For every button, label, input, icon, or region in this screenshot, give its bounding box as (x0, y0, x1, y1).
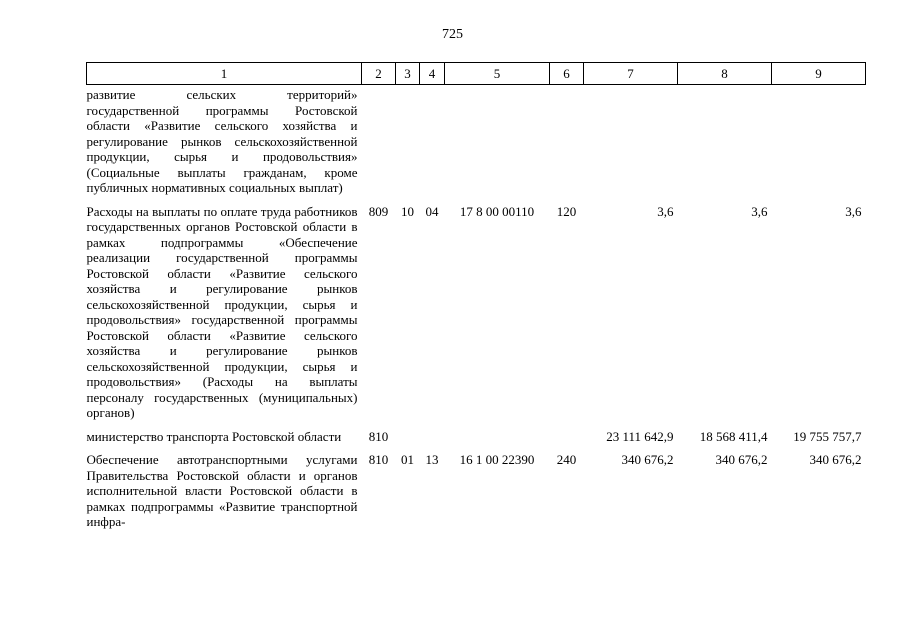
header-col-3: 3 (396, 63, 420, 85)
cell-target-article (445, 421, 550, 445)
header-col-1: 1 (87, 63, 362, 85)
header-col-5: 5 (445, 63, 550, 85)
cell-amount-9: 19 755 757,7 (793, 428, 862, 444)
cell-amount-7: 3,6 (657, 203, 674, 219)
cell-amount-7 (584, 85, 678, 196)
cell-section (396, 85, 420, 196)
cell-ministry-code: 810 (368, 428, 389, 444)
cell-target-article: 16 1 00 22390 (459, 452, 535, 467)
cell-section: 01 (401, 452, 414, 467)
header-col-7: 7 (584, 63, 678, 85)
table-header (87, 63, 866, 85)
cell-expense-type (550, 421, 584, 445)
cell-subsection (420, 421, 445, 445)
cell-subsection (420, 85, 445, 196)
cell-amount-7: 23 111 642,9 (606, 428, 674, 444)
cell-expense-type: 120 (556, 203, 577, 219)
header-col-9: 9 (772, 63, 866, 85)
header-row (87, 63, 866, 85)
cell-ministry-code (362, 85, 396, 196)
cell-ministry-code: 810 (368, 452, 389, 467)
budget-table-container (86, 62, 866, 530)
header-col-4: 4 (420, 63, 445, 85)
cell-amount-9 (772, 85, 866, 196)
cell-section (396, 421, 420, 445)
header-col-8: 8 (678, 63, 772, 85)
page-number: 725 (442, 27, 463, 42)
cell-expense-type: 240 (556, 452, 577, 467)
cell-amount-8: 3,6 (751, 203, 768, 219)
cell-subsection: 13 (425, 452, 439, 467)
table-row (87, 421, 866, 445)
table-body (87, 85, 866, 530)
row-description: министерство транспорта Ростовской области (86, 428, 342, 444)
cell-amount-8: 18 568 411,4 (699, 428, 768, 444)
table-row (87, 444, 866, 530)
row-description: Обеспечение автотранспортными услугами Правительства Ростовской области и органов исполнительной власти Ростовской области в рамках подпрограммы «Развитие транспортной инфра- (86, 452, 358, 529)
cell-subsection: 04 (425, 203, 439, 219)
cell-amount-9: 3,6 (845, 203, 862, 219)
header-col-2: 2 (362, 63, 396, 85)
table-row (87, 85, 866, 196)
cell-amount-9: 340 676,2 (809, 452, 862, 467)
row-description: развитие сельских территорий» государственной программы Ростовской области «Развитие сельского хозяйства и регулирование рынков сельскохозяйственной продукции, сырья и продовольствия» (Социальные выплаты гражданам, кроме публичных нормативных социальных выплат) (86, 87, 358, 195)
cell-amount-8: 340 676,2 (715, 452, 768, 467)
cell-expense-type (550, 85, 584, 196)
table-row (87, 196, 866, 421)
budget-table (86, 62, 866, 530)
row-description: Расходы на выплаты по оплате труда работников государственных органов Ростовской области в рамках подпрограммы «Обеспечение реализации государственной программы Ростовской области «Развитие сельского хозяйства и регулирование рынков сельскохозяйственной продукции, сырья и продовольствия» государственной программы Ростовской области «Развитие сельского хозяйства и регулирование рынков сельскохозяйственной продукции, сырья и продовольствия» (Расходы на выплаты персоналу государственных (муниципальных) органов) (86, 203, 358, 420)
cell-ministry-code: 809 (368, 203, 389, 219)
cell-target-article (445, 85, 550, 196)
cell-target-article: 17 8 00 00110 (459, 203, 535, 219)
cell-amount-8 (678, 85, 772, 196)
cell-section: 10 (401, 203, 414, 219)
cell-amount-7: 340 676,2 (621, 452, 674, 467)
header-col-6: 6 (550, 63, 584, 85)
